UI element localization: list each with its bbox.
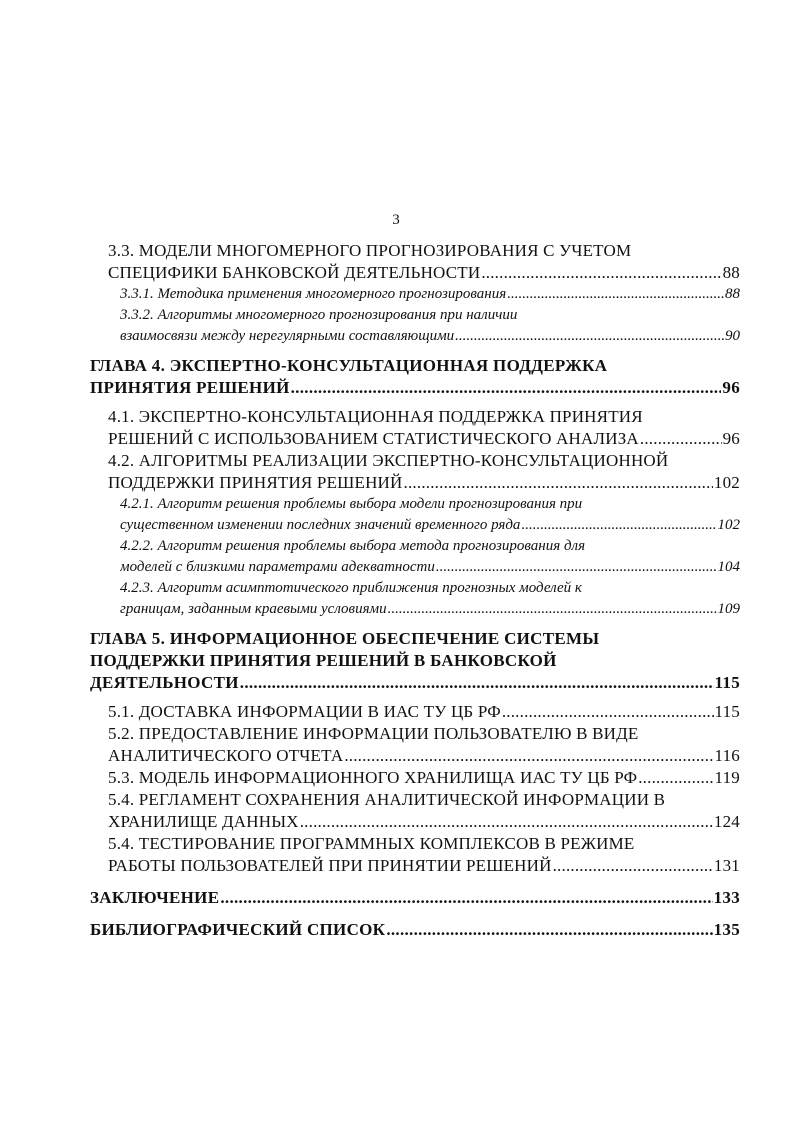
dot-leader — [455, 326, 724, 347]
toc-entry-title: 4.2. АЛГОРИТМЫ РЕАЛИЗАЦИИ ЭКСПЕРТНО-КОНСУЛЬТАЦИОННОЙ — [108, 451, 669, 470]
toc-page-number: 104 — [717, 559, 740, 575]
toc-entry-title: ПОДДЕРЖКИ ПРИНЯТИЯ РЕШЕНИЙ В БАНКОВСКОЙ — [90, 651, 557, 670]
toc-entry-title: существенном изменении последних значений временного ряда — [120, 517, 521, 533]
toc-entry-section — [108, 833, 740, 877]
toc-page-number: 102 — [713, 473, 740, 492]
dot-leader — [344, 745, 713, 767]
toc-entry-title: АНАЛИТИЧЕСКОГО ОТЧЕТА — [108, 746, 344, 765]
toc-entry-line — [108, 406, 740, 428]
toc-entry-sub — [120, 536, 740, 578]
toc-entry-line — [120, 305, 740, 326]
dot-leader — [638, 767, 713, 789]
toc-entry-chapter — [90, 887, 740, 909]
toc-page-number: 115 — [714, 702, 740, 721]
toc-entry-line — [108, 833, 740, 855]
toc-entry-chapter — [90, 919, 740, 941]
toc-entry-title: РЕШЕНИЙ С ИСПОЛЬЗОВАНИЕМ СТАТИСТИЧЕСКОГО АНАЛИЗА — [108, 429, 639, 448]
toc-page-number: 116 — [714, 746, 740, 765]
dot-leader — [481, 262, 721, 284]
toc-entry-line — [90, 377, 740, 399]
dot-leader — [404, 472, 713, 494]
toc-entry-title: 4.2.3. Алгоритм асимптотического приближения прогнозных моделей к — [120, 580, 582, 596]
toc-page-number: 102 — [717, 517, 740, 533]
toc-page-number: 133 — [713, 888, 740, 907]
toc-entry-line — [120, 599, 740, 620]
toc-entry-line — [90, 919, 740, 941]
toc-entry-chapter — [90, 355, 740, 399]
toc-entry-title: ПОДДЕРЖКИ ПРИНЯТИЯ РЕШЕНИЙ — [108, 473, 403, 492]
toc-entry-title: 5.1. ДОСТАВКА ИНФОРМАЦИИ В ИАС ТУ ЦБ РФ — [108, 702, 501, 721]
toc-entry-line — [120, 494, 740, 515]
toc-entry-title: 4.1. ЭКСПЕРТНО-КОНСУЛЬТАЦИОННАЯ ПОДДЕРЖКА ПРИНЯТИЯ — [108, 407, 643, 426]
toc-page-number: 88 — [725, 286, 740, 302]
toc-page-number: 88 — [722, 263, 740, 282]
toc-entry-line — [108, 262, 740, 284]
toc-entry-line — [90, 355, 740, 377]
toc-entry-line — [120, 578, 740, 599]
toc-entry-section — [108, 240, 740, 284]
dot-leader — [240, 672, 714, 694]
toc-entry-line — [108, 723, 740, 745]
toc-entry-section — [108, 767, 740, 789]
dot-leader — [291, 377, 722, 399]
toc-entry-title: БИБЛИОГРАФИЧЕСКИЙ СПИСОК — [90, 920, 386, 939]
page-number: 3 — [392, 212, 400, 228]
toc-page-number: 90 — [725, 328, 740, 344]
toc-entry-title: СПЕЦИФИКИ БАНКОВСКОЙ ДЕЯТЕЛЬНОСТИ — [108, 263, 481, 282]
toc-page-number: 124 — [713, 812, 740, 831]
toc-entry-line — [108, 701, 740, 723]
dot-leader — [436, 557, 717, 578]
toc-entry-title: 3.3.1. Методика применения многомерного прогнозирования — [120, 286, 507, 302]
toc-entry-line — [108, 767, 740, 789]
toc-entry-line — [90, 628, 740, 650]
toc-entry-line — [120, 557, 740, 578]
toc-entry-line — [120, 326, 740, 347]
toc-entry-line — [90, 650, 740, 672]
dot-leader — [220, 887, 712, 909]
dot-leader — [502, 701, 714, 723]
toc-entry-line — [108, 789, 740, 811]
toc-entry-title: 4.2.2. Алгоритм решения проблемы выбора метода прогнозирования для — [120, 538, 586, 554]
toc-entry-sub — [120, 494, 740, 536]
toc-entry-title: 3.3.2. Алгоритмы многомерного прогнозирования при наличии — [120, 307, 518, 323]
toc-entry-line — [108, 472, 740, 494]
toc-entry-line — [108, 855, 740, 877]
toc-entry-line — [90, 672, 740, 694]
toc-page-number: 119 — [714, 768, 740, 787]
toc-entry-line — [90, 887, 740, 909]
dot-leader — [553, 855, 713, 877]
toc-page-number: 96 — [722, 429, 740, 448]
toc-entry-section — [108, 406, 740, 450]
toc-entry-title: моделей с близкими параметрами адекватности — [120, 559, 435, 575]
toc-entry-section — [108, 450, 740, 494]
toc-entry-title: 5.4. ТЕСТИРОВАНИЕ ПРОГРАММНЫХ КОМПЛЕКСОВ В РЕЖИМЕ — [108, 834, 635, 853]
toc-entry-line — [108, 745, 740, 767]
toc-entry-sub — [120, 284, 740, 305]
table-of-contents — [90, 240, 740, 951]
toc-entry-section — [108, 701, 740, 723]
toc-entry-line — [108, 428, 740, 450]
toc-page-number: 131 — [713, 856, 740, 875]
toc-entry-title: 5.4. РЕГЛАМЕНТ СОХРАНЕНИЯ АНАЛИТИЧЕСКОЙ ИНФОРМАЦИИ В — [108, 790, 666, 809]
toc-entry-line — [120, 536, 740, 557]
toc-entry-title: 4.2.1. Алгоритм решения проблемы выбора модели прогнозирования при — [120, 496, 583, 512]
toc-entry-line — [120, 515, 740, 536]
toc-page-number: 135 — [713, 920, 740, 939]
toc-entry-title: ХРАНИЛИЩЕ ДАННЫХ — [108, 812, 299, 831]
toc-entry-title: ДЕЯТЕЛЬНОСТИ — [90, 673, 239, 692]
toc-entry-title: ГЛАВА 5. ИНФОРМАЦИОННОЕ ОБЕСПЕЧЕНИЕ СИСТЕМЫ — [90, 629, 600, 648]
toc-entry-title: границам, заданным краевыми условиями — [120, 601, 387, 617]
dot-leader — [640, 428, 722, 450]
toc-entry-title: ПРИНЯТИЯ РЕШЕНИЙ — [90, 378, 290, 397]
dot-leader — [300, 811, 713, 833]
toc-entry-line — [108, 240, 740, 262]
toc-entry-line — [108, 450, 740, 472]
toc-entry-section — [108, 723, 740, 767]
dot-leader — [388, 599, 717, 620]
toc-entry-sub — [120, 305, 740, 347]
toc-page-number: 109 — [717, 601, 740, 617]
toc-entry-line — [120, 284, 740, 305]
toc-entry-chapter — [90, 628, 740, 694]
toc-entry-title: 5.3. МОДЕЛЬ ИНФОРМАЦИОННОГО ХРАНИЛИЩА ИАС ТУ ЦБ РФ — [108, 768, 638, 787]
dot-leader — [386, 919, 712, 941]
toc-entry-title: РАБОТЫ ПОЛЬЗОВАТЕЛЕЙ ПРИ ПРИНЯТИИ РЕШЕНИЙ — [108, 856, 552, 875]
toc-page-number: 115 — [714, 673, 740, 692]
toc-entry-line — [108, 811, 740, 833]
toc-entry-title: 5.2. ПРЕДОСТАВЛЕНИЕ ИНФОРМАЦИИ ПОЛЬЗОВАТЕЛЮ В ВИДЕ — [108, 724, 639, 743]
toc-entry-section — [108, 789, 740, 833]
toc-page-number: 96 — [722, 378, 740, 397]
dot-leader — [521, 515, 716, 536]
toc-entry-title: ЗАКЛЮЧЕНИЕ — [90, 888, 220, 907]
toc-entry-title: ГЛАВА 4. ЭКСПЕРТНО-КОНСУЛЬТАЦИОННАЯ ПОДДЕРЖКА — [90, 356, 608, 375]
toc-entry-title: взаимосвязи между нерегулярными составляющими — [120, 328, 455, 344]
dot-leader — [507, 284, 724, 305]
toc-entry-title: 3.3. МОДЕЛИ МНОГОМЕРНОГО ПРОГНОЗИРОВАНИЯ С УЧЕТОМ — [108, 241, 632, 260]
toc-entry-sub — [120, 578, 740, 620]
